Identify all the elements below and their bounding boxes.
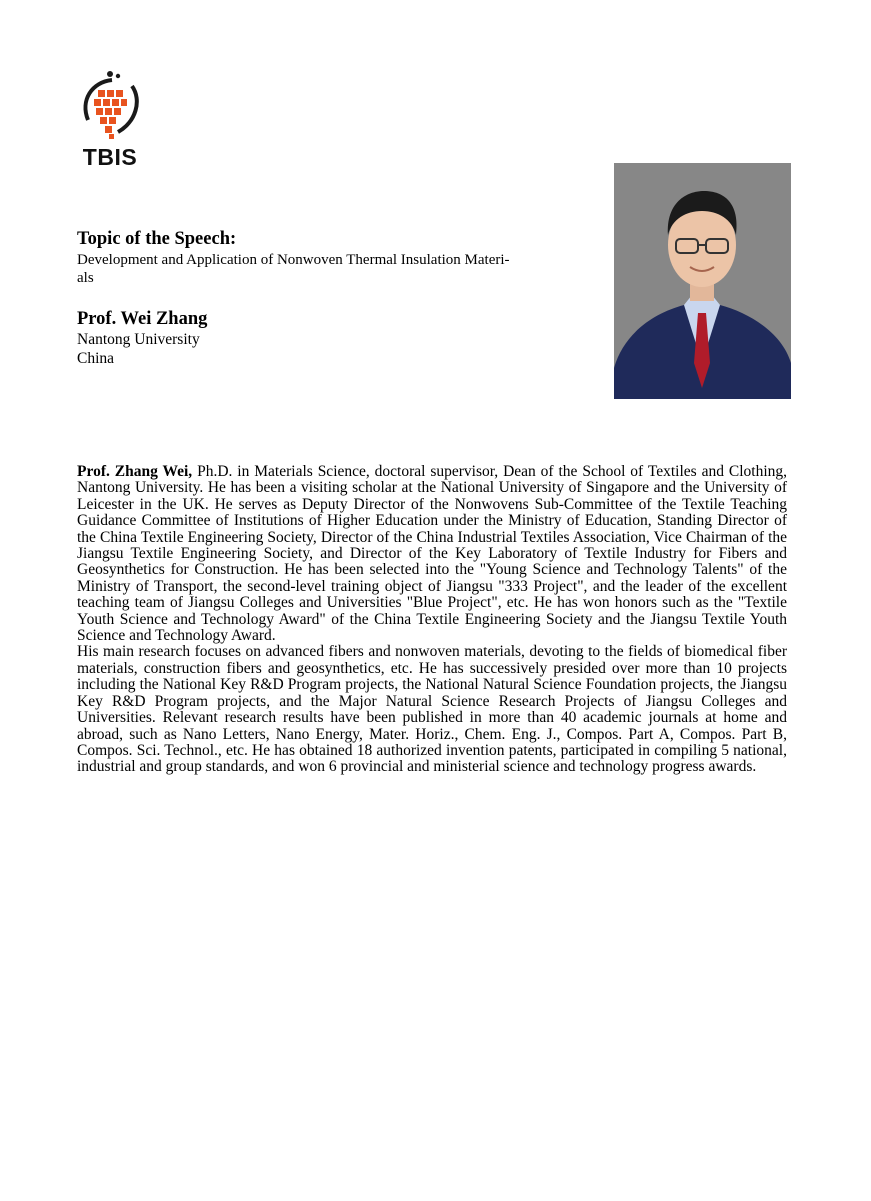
speaker-name: Prof. Wei Zhang [77, 309, 208, 329]
speaker-country: China [77, 350, 115, 367]
speaker-portrait-icon [614, 163, 791, 399]
topic-title-line-1: Development and Application of Nonwoven Thermal Insulation Materi- [77, 252, 510, 268]
logo-text: TBIS [82, 144, 138, 170]
topic-title [77, 251, 602, 287]
speaker-institution: Nantong University [77, 331, 200, 348]
globe-logo-icon [80, 70, 142, 142]
bio-lead-name: Prof. Zhang Wei, [77, 463, 193, 480]
bio-paragraph-1 [77, 464, 787, 644]
tbis-logo [74, 70, 148, 170]
speaker-photo [614, 163, 791, 399]
bio-paragraph-2: His main research focuses on advanced fibers and nonwoven materials, devoting to the fields of biomedical fiber materials, construction fibers and geosynthetics, etc. He has successively presided over more than 10 projects including the National Key R&D Program projects, the National Natural Science Foundation projects, the Jiangsu Key R&D Program projects, and the Major Natural Science Research Projects of Jiangsu Colleges and Universities. Relevant research results have been published in more than 40 academic journals at home and abroad, such as Nano Letters, Nano Energy, Mater. Horiz., Chem. Eng. J., Compos. Part A, Compos. Part B, Compos. Sci. Technol., etc. He has obtained 18 authorized invention patents, participated in compiling 5 national, industrial and group standards, and won 6 provincial and ministerial science and technology progress awards. [77, 643, 787, 776]
topic-title-line-2: als [77, 270, 94, 286]
speaker-biography [77, 464, 787, 776]
speech-header [77, 228, 602, 368]
bio-paragraph-1-text: Ph.D. in Materials Science, doctoral supervisor, Dean of the School of Textiles and Clothing, Nantong University. He has been a visiting scholar at the National University of Singapore and the University of Leicester in the UK. He serves as Deputy Director of the Nonwovens Sub-Committee of the Textile Teaching Guidance Committee of Institutions of Higher Education under the Ministry of Education, Standing Director of the China Textile Engineering Society, Director of the China Industrial Textiles Association, Vice Chairman of the Jiangsu Textile Engineering Society, and Director of the Key Laboratory of Textile Industry for Fibers and Geosynthetics for Construction. He has been selected into the "Young Science and Technology Talents" of the Ministry of Transport, the second-level training object of Jiangsu "333 Project", and the leader of the excellent teaching team of Jiangsu Colleges and Universities "Blue Project", etc. He has won honors such as the "Textile Youth Science and Technology Award" of the China Textile Engineering Society and the Jiangsu Textile Youth Science and Technology Award. [77, 463, 788, 645]
topic-heading: Topic of the Speech: [77, 229, 237, 249]
